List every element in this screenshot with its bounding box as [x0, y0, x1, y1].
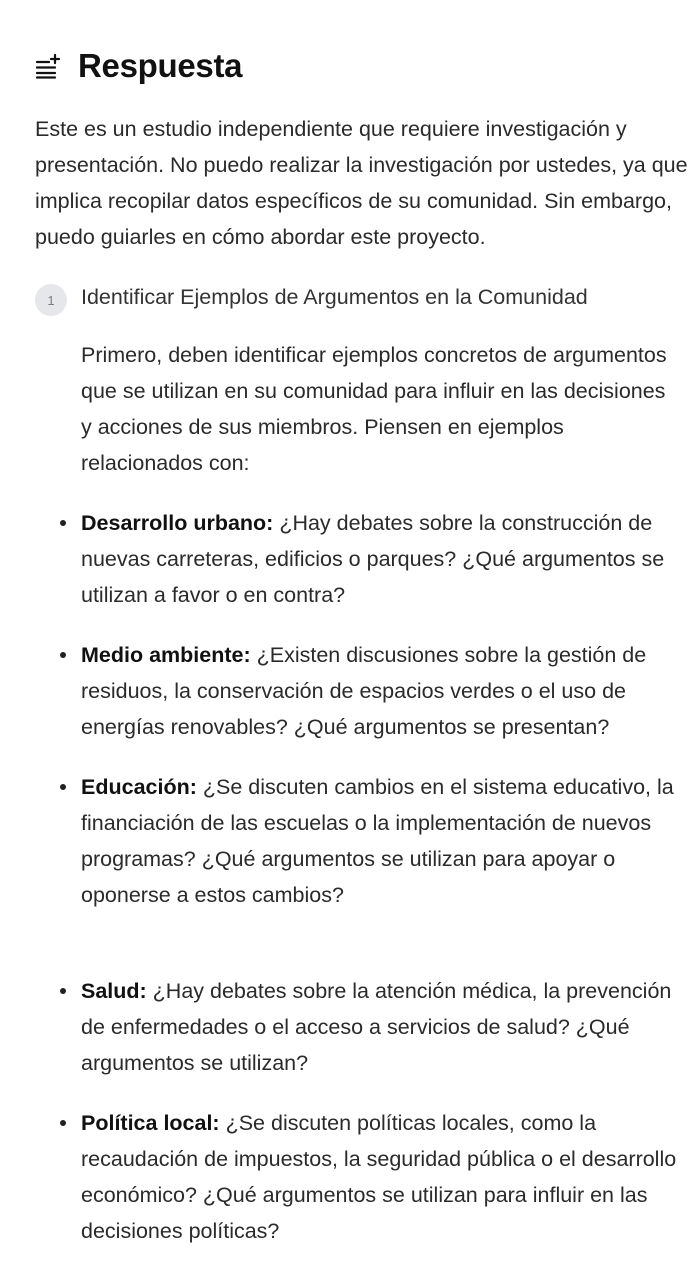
step-number-badge: 1 [35, 284, 67, 316]
bullet-icon [60, 652, 66, 658]
list-item-text: ¿Hay debates sobre la atención médica, la prevención de enfermedades o el acceso a servicios de salud? ¿Qué argumentos se utilizan? [81, 979, 672, 1075]
list-item-label: Educación: [81, 775, 197, 799]
list-item-text: ¿Existen discusiones sobre la gestión de residuos, la conservación de espacios verdes o el uso de energías renovables? ¿Qué argumentos se presentan? [81, 643, 647, 739]
list-item [81, 769, 685, 949]
bullet-icon [60, 784, 66, 790]
bullet-icon [60, 1120, 66, 1126]
list-item-text: ¿Se discuten políticas locales, como la recaudación de impuestos, la seguridad pública o el desarrollo económico? ¿Qué argumentos se utilizan para influir en las decisiones políticas? [81, 1111, 677, 1243]
answer-title: Respuesta [78, 47, 243, 84]
topic-list [81, 505, 685, 1273]
list-item [81, 505, 685, 613]
list-item-text: ¿Hay debates sobre la construcción de nuevas carreteras, edificios o parques? ¿Qué argumentos se utilizan a favor o en contra? [81, 511, 665, 607]
list-item [81, 1105, 685, 1249]
list-item-label: Desarrollo urbano: [81, 511, 274, 535]
answer-header [34, 44, 242, 88]
list-item-label: Medio ambiente: [81, 643, 251, 667]
answer-sparkle-list-icon [34, 52, 62, 80]
bullet-icon [60, 988, 66, 994]
list-item-label: Salud: [81, 979, 147, 1003]
bullet-icon [60, 520, 66, 526]
list-item [81, 637, 685, 745]
step-body: Primero, deben identificar ejemplos concretos de argumentos que se utilizan en su comunidad para influir en las decisiones y acciones de sus miembros. Piensen en ejemplos relacionados con: [81, 343, 667, 475]
list-item-label: Política local: [81, 1111, 220, 1135]
list-item [81, 973, 685, 1081]
intro-paragraph: Este es un estudio independiente que requiere investigación y presentación. No puedo realizar la investigación por ustedes, ya que implica recopilar datos específicos de su comunidad. Sin embargo, puedo guiarles en cómo abordar este proyecto. [35, 117, 688, 249]
list-item-text: ¿Se discuten cambios en el sistema educativo, la financiación de las escuelas o la implementación de nuevos programas? ¿Qué argumentos se utilizan para apoyar o oponerse a estos cambios? [81, 775, 674, 907]
step-title: Identificar Ejemplos de Argumentos en la Comunidad [81, 285, 588, 309]
